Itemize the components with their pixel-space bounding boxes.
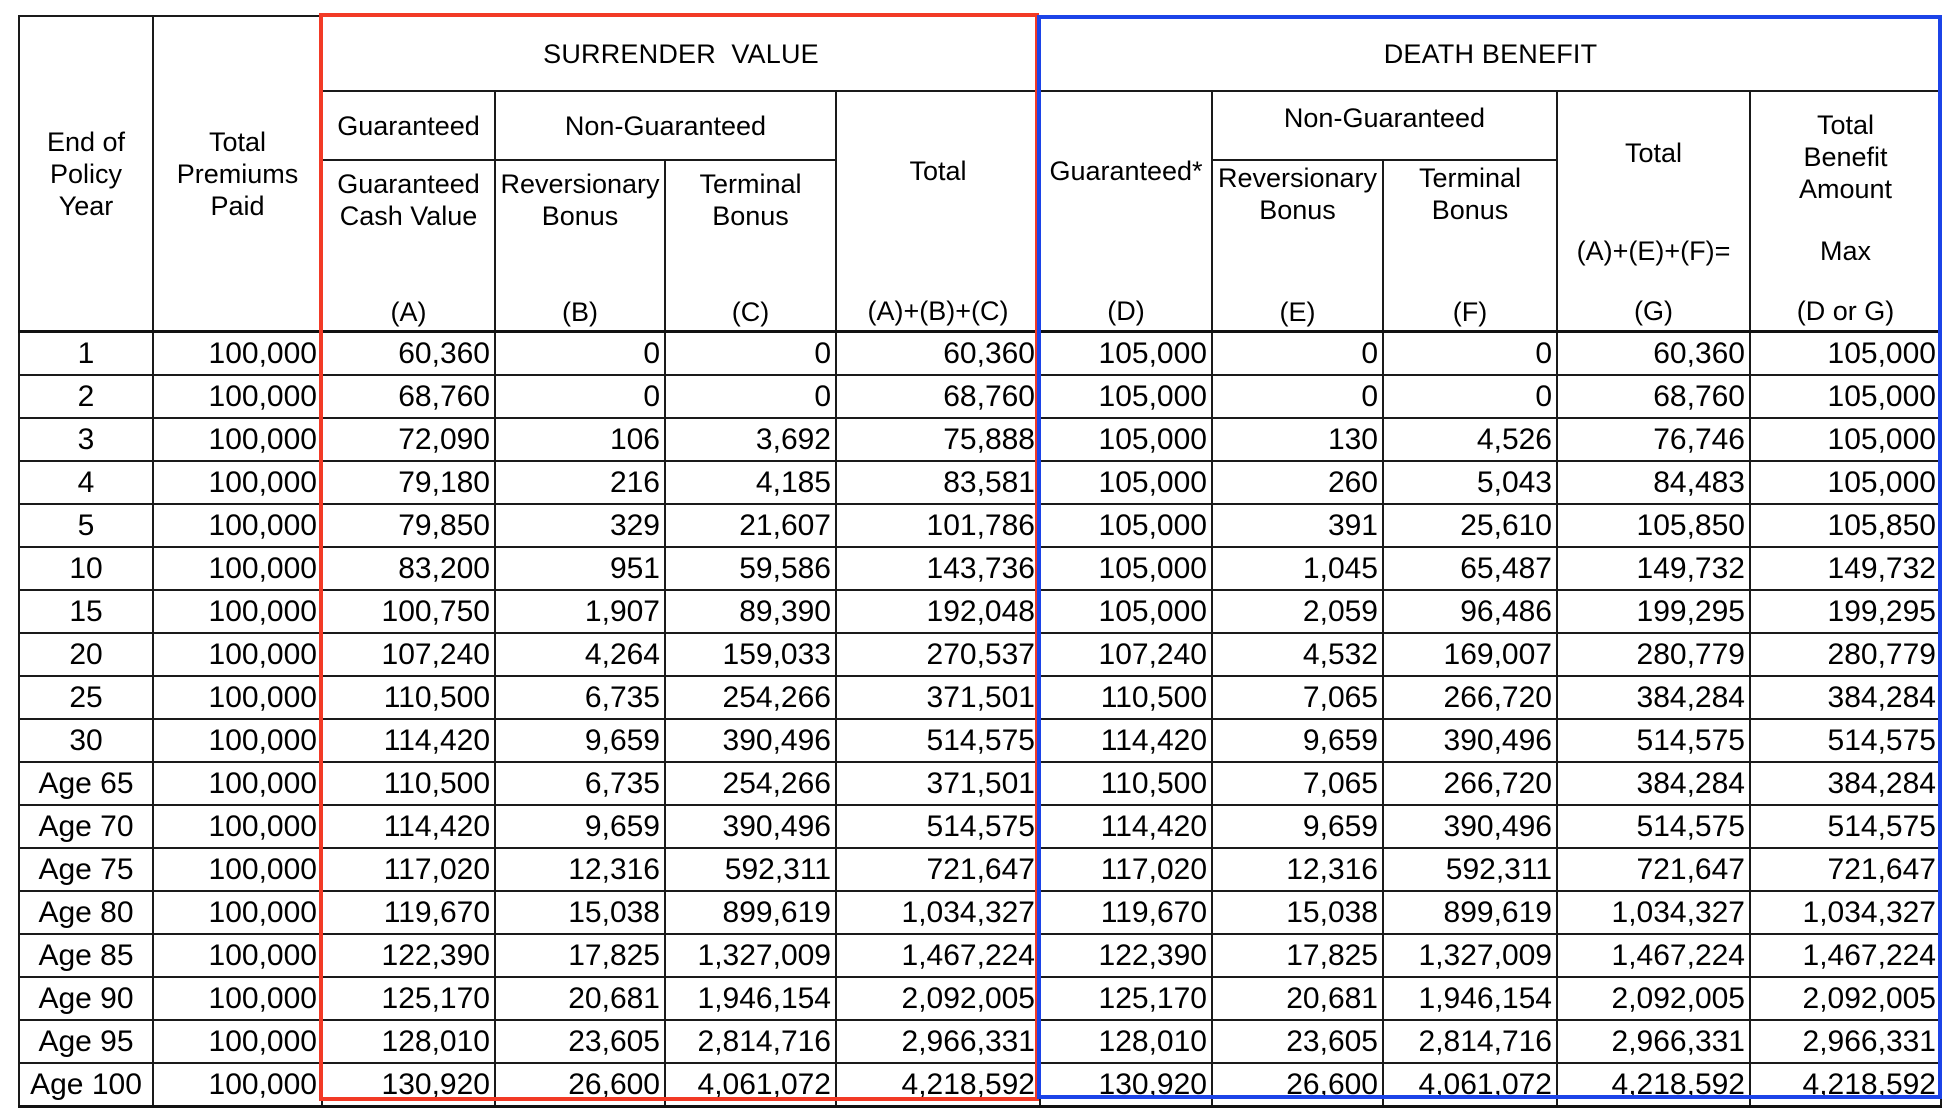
sv-reversionary-bonus-cell: 17,825 <box>495 934 665 977</box>
db-reversionary-bonus-cell: 7,065 <box>1212 676 1383 719</box>
db-reversionary-bonus-cell: 12,316 <box>1212 848 1383 891</box>
guaranteed-cash-value-cell: 79,180 <box>322 461 495 504</box>
header-db-total-label: Total <box>1624 138 1683 168</box>
header-db-rev-bonus-code: (E) <box>1279 296 1316 327</box>
total-premiums-cell: 100,000 <box>153 332 322 376</box>
db-guaranteed-cell: 105,000 <box>1040 547 1212 590</box>
db-guaranteed-cell: 119,670 <box>1040 891 1212 934</box>
sv-reversionary-bonus-cell: 26,600 <box>495 1063 665 1107</box>
total-benefit-amount-cell: 721,647 <box>1750 848 1941 891</box>
sv-reversionary-bonus-cell: 9,659 <box>495 719 665 762</box>
table-row <box>19 332 1941 376</box>
policy-year-cell: 15 <box>19 590 153 633</box>
db-terminal-bonus-cell: 5,043 <box>1383 461 1557 504</box>
db-guaranteed-cell: 128,010 <box>1040 1020 1212 1063</box>
header-sv-gcv <box>322 160 495 332</box>
sv-reversionary-bonus-cell: 106 <box>495 418 665 461</box>
total-premiums-cell: 100,000 <box>153 719 322 762</box>
sv-terminal-bonus-cell: 4,185 <box>665 461 836 504</box>
db-reversionary-bonus-cell: 26,600 <box>1212 1063 1383 1107</box>
db-total-cell: 384,284 <box>1557 762 1750 805</box>
db-total-cell: 149,732 <box>1557 547 1750 590</box>
db-guaranteed-cell: 110,500 <box>1040 676 1212 719</box>
db-total-cell: 199,295 <box>1557 590 1750 633</box>
total-benefit-amount-cell: 514,575 <box>1750 719 1941 762</box>
header-db-rev-bonus-label: Reversionary Bonus <box>1217 162 1378 225</box>
db-reversionary-bonus-cell: 4,532 <box>1212 633 1383 676</box>
sv-reversionary-bonus-cell: 23,605 <box>495 1020 665 1063</box>
table-row <box>19 805 1941 848</box>
total-premiums-cell: 100,000 <box>153 805 322 848</box>
sv-total-cell: 83,581 <box>836 461 1040 504</box>
sv-terminal-bonus-cell: 59,586 <box>665 547 836 590</box>
table-row <box>19 762 1941 805</box>
sv-terminal-bonus-cell: 390,496 <box>665 805 836 848</box>
total-benefit-amount-cell: 105,000 <box>1750 418 1941 461</box>
total-premiums-cell: 100,000 <box>153 461 322 504</box>
db-terminal-bonus-cell: 266,720 <box>1383 762 1557 805</box>
table-row <box>19 633 1941 676</box>
header-sv-rev-bonus-label: Reversionary Bonus <box>500 168 660 231</box>
guaranteed-cash-value-cell: 110,500 <box>322 762 495 805</box>
sv-total-cell: 75,888 <box>836 418 1040 461</box>
sv-reversionary-bonus-cell: 15,038 <box>495 891 665 934</box>
sv-reversionary-bonus-cell: 12,316 <box>495 848 665 891</box>
header-db-total-benefit-label: Total Benefit Amount <box>1798 110 1893 204</box>
sv-terminal-bonus-cell: 390,496 <box>665 719 836 762</box>
db-total-cell: 60,360 <box>1557 332 1750 376</box>
total-premiums-cell: 100,000 <box>153 633 322 676</box>
header-db-guaranteed-code: (D) <box>1107 296 1145 326</box>
header-sv-gcv-label: Guaranteed Cash Value <box>337 168 480 231</box>
header-sv-term-bonus <box>665 160 836 332</box>
table-row <box>19 375 1941 418</box>
db-terminal-bonus-cell: 0 <box>1383 332 1557 376</box>
header-sv-term-bonus-code: (C) <box>731 296 770 327</box>
sv-terminal-bonus-cell: 21,607 <box>665 504 836 547</box>
policy-year-cell: 4 <box>19 461 153 504</box>
guaranteed-cash-value-cell: 119,670 <box>322 891 495 934</box>
guaranteed-cash-value-cell: 79,850 <box>322 504 495 547</box>
db-terminal-bonus-cell: 899,619 <box>1383 891 1557 934</box>
header-db-total-formula: (A)+(E)+(F)= <box>1576 236 1731 266</box>
guaranteed-cash-value-cell: 128,010 <box>322 1020 495 1063</box>
db-total-cell: 721,647 <box>1557 848 1750 891</box>
sv-total-cell: 1,467,224 <box>836 934 1040 977</box>
db-terminal-bonus-cell: 1,946,154 <box>1383 977 1557 1020</box>
guaranteed-cash-value-cell: 72,090 <box>322 418 495 461</box>
header-db-term-bonus <box>1383 160 1557 332</box>
db-total-cell: 68,760 <box>1557 375 1750 418</box>
policy-year-cell: Age 70 <box>19 805 153 848</box>
total-premiums-cell: 100,000 <box>153 547 322 590</box>
sv-total-cell: 60,360 <box>836 332 1040 376</box>
total-benefit-amount-cell: 384,284 <box>1750 676 1941 719</box>
total-benefit-amount-cell: 149,732 <box>1750 547 1941 590</box>
header-db-term-bonus-label: Terminal Bonus <box>1418 162 1522 225</box>
db-terminal-bonus-cell: 169,007 <box>1383 633 1557 676</box>
guaranteed-cash-value-cell: 68,760 <box>322 375 495 418</box>
header-sv-guaranteed: Guaranteed <box>322 91 495 160</box>
db-total-cell: 514,575 <box>1557 719 1750 762</box>
total-benefit-amount-cell: 2,966,331 <box>1750 1020 1941 1063</box>
header-surrender-value: SURRENDER VALUE <box>322 16 1040 91</box>
total-premiums-cell: 100,000 <box>153 418 322 461</box>
sv-terminal-bonus-cell: 254,266 <box>665 676 836 719</box>
table-row <box>19 891 1941 934</box>
db-reversionary-bonus-cell: 0 <box>1212 332 1383 376</box>
total-benefit-amount-cell: 384,284 <box>1750 762 1941 805</box>
sv-terminal-bonus-cell: 0 <box>665 332 836 376</box>
sv-terminal-bonus-cell: 592,311 <box>665 848 836 891</box>
sv-terminal-bonus-cell: 0 <box>665 375 836 418</box>
sv-total-cell: 4,218,592 <box>836 1063 1040 1107</box>
sv-reversionary-bonus-cell: 329 <box>495 504 665 547</box>
sv-terminal-bonus-cell: 1,327,009 <box>665 934 836 977</box>
db-reversionary-bonus-cell: 23,605 <box>1212 1020 1383 1063</box>
table-row <box>19 719 1941 762</box>
sv-total-cell: 192,048 <box>836 590 1040 633</box>
db-reversionary-bonus-cell: 130 <box>1212 418 1383 461</box>
guaranteed-cash-value-cell: 60,360 <box>322 332 495 376</box>
db-guaranteed-cell: 114,420 <box>1040 805 1212 848</box>
header-end-of-policy-year: End of Policy Year <box>19 16 153 332</box>
db-reversionary-bonus-cell: 0 <box>1212 375 1383 418</box>
sv-total-cell: 1,034,327 <box>836 891 1040 934</box>
policy-year-cell: Age 80 <box>19 891 153 934</box>
guaranteed-cash-value-cell: 83,200 <box>322 547 495 590</box>
table-row <box>19 934 1941 977</box>
total-benefit-amount-cell: 105,850 <box>1750 504 1941 547</box>
total-premiums-cell: 100,000 <box>153 891 322 934</box>
db-terminal-bonus-cell: 390,496 <box>1383 719 1557 762</box>
db-reversionary-bonus-cell: 1,045 <box>1212 547 1383 590</box>
header-sv-total-label: Total <box>909 156 967 186</box>
total-benefit-amount-cell: 280,779 <box>1750 633 1941 676</box>
header-db-non-guaranteed: Non-Guaranteed <box>1212 91 1557 160</box>
sv-reversionary-bonus-cell: 216 <box>495 461 665 504</box>
db-terminal-bonus-cell: 266,720 <box>1383 676 1557 719</box>
db-guaranteed-cell: 105,000 <box>1040 461 1212 504</box>
table-row <box>19 547 1941 590</box>
table-row <box>19 504 1941 547</box>
sv-terminal-bonus-cell: 89,390 <box>665 590 836 633</box>
table-row <box>19 848 1941 891</box>
header-sv-total <box>836 91 1040 332</box>
policy-year-cell: Age 65 <box>19 762 153 805</box>
db-guaranteed-cell: 105,000 <box>1040 590 1212 633</box>
total-benefit-amount-cell: 105,000 <box>1750 375 1941 418</box>
policy-year-cell: 2 <box>19 375 153 418</box>
db-total-cell: 2,092,005 <box>1557 977 1750 1020</box>
db-terminal-bonus-cell: 390,496 <box>1383 805 1557 848</box>
header-db-total-benefit-formula: Max <box>1819 236 1871 266</box>
db-guaranteed-cell: 107,240 <box>1040 633 1212 676</box>
total-premiums-cell: 100,000 <box>153 934 322 977</box>
policy-year-cell: 20 <box>19 633 153 676</box>
header-sv-rev-bonus <box>495 160 665 332</box>
db-total-cell: 76,746 <box>1557 418 1750 461</box>
policy-year-cell: 1 <box>19 332 153 376</box>
header-db-total-benefit-code: (D or G) <box>1796 296 1895 326</box>
header-sv-rev-bonus-code: (B) <box>562 296 598 327</box>
db-total-cell: 280,779 <box>1557 633 1750 676</box>
total-premiums-cell: 100,000 <box>153 977 322 1020</box>
db-reversionary-bonus-cell: 9,659 <box>1212 719 1383 762</box>
guaranteed-cash-value-cell: 107,240 <box>322 633 495 676</box>
sv-reversionary-bonus-cell: 4,264 <box>495 633 665 676</box>
sv-reversionary-bonus-cell: 6,735 <box>495 762 665 805</box>
db-total-cell: 105,850 <box>1557 504 1750 547</box>
db-guaranteed-cell: 117,020 <box>1040 848 1212 891</box>
sv-terminal-bonus-cell: 4,061,072 <box>665 1063 836 1107</box>
db-guaranteed-cell: 105,000 <box>1040 332 1212 376</box>
db-terminal-bonus-cell: 4,526 <box>1383 418 1557 461</box>
total-benefit-amount-cell: 199,295 <box>1750 590 1941 633</box>
policy-year-cell: 25 <box>19 676 153 719</box>
db-guaranteed-cell: 105,000 <box>1040 504 1212 547</box>
total-premiums-cell: 100,000 <box>153 1020 322 1063</box>
db-total-cell: 2,966,331 <box>1557 1020 1750 1063</box>
table-row <box>19 590 1941 633</box>
db-terminal-bonus-cell: 96,486 <box>1383 590 1557 633</box>
guaranteed-cash-value-cell: 100,750 <box>322 590 495 633</box>
guaranteed-cash-value-cell: 110,500 <box>322 676 495 719</box>
policy-year-cell: 5 <box>19 504 153 547</box>
db-terminal-bonus-cell: 0 <box>1383 375 1557 418</box>
db-guaranteed-cell: 105,000 <box>1040 418 1212 461</box>
db-terminal-bonus-cell: 2,814,716 <box>1383 1020 1557 1063</box>
total-premiums-cell: 100,000 <box>153 848 322 891</box>
sv-total-cell: 270,537 <box>836 633 1040 676</box>
policy-year-cell: Age 95 <box>19 1020 153 1063</box>
db-terminal-bonus-cell: 65,487 <box>1383 547 1557 590</box>
db-total-cell: 384,284 <box>1557 676 1750 719</box>
db-total-cell: 1,034,327 <box>1557 891 1750 934</box>
db-reversionary-bonus-cell: 391 <box>1212 504 1383 547</box>
header-sv-non-guaranteed: Non-Guaranteed <box>495 91 836 160</box>
sv-terminal-bonus-cell: 1,946,154 <box>665 977 836 1020</box>
header-db-guaranteed <box>1040 91 1212 332</box>
total-premiums-cell: 100,000 <box>153 590 322 633</box>
db-terminal-bonus-cell: 1,327,009 <box>1383 934 1557 977</box>
table-row <box>19 461 1941 504</box>
guaranteed-cash-value-cell: 117,020 <box>322 848 495 891</box>
header-sv-total-code: (A)+(B)+(C) <box>867 296 1009 326</box>
db-reversionary-bonus-cell: 2,059 <box>1212 590 1383 633</box>
db-reversionary-bonus-cell: 20,681 <box>1212 977 1383 1020</box>
db-reversionary-bonus-cell: 15,038 <box>1212 891 1383 934</box>
total-benefit-amount-cell: 4,218,592 <box>1750 1063 1941 1107</box>
sv-reversionary-bonus-cell: 20,681 <box>495 977 665 1020</box>
sv-total-cell: 371,501 <box>836 762 1040 805</box>
header-db-guaranteed-label: Guaranteed* <box>1049 156 1203 186</box>
total-premiums-cell: 100,000 <box>153 375 322 418</box>
table-row <box>19 1063 1941 1107</box>
benefit-illustration-table <box>18 15 1942 1108</box>
sv-total-cell: 2,092,005 <box>836 977 1040 1020</box>
guaranteed-cash-value-cell: 125,170 <box>322 977 495 1020</box>
db-terminal-bonus-cell: 4,061,072 <box>1383 1063 1557 1107</box>
db-guaranteed-cell: 122,390 <box>1040 934 1212 977</box>
db-total-cell: 1,467,224 <box>1557 934 1750 977</box>
sv-total-cell: 68,760 <box>836 375 1040 418</box>
db-reversionary-bonus-cell: 7,065 <box>1212 762 1383 805</box>
total-benefit-amount-cell: 2,092,005 <box>1750 977 1941 1020</box>
sv-reversionary-bonus-cell: 951 <box>495 547 665 590</box>
table-row <box>19 676 1941 719</box>
total-benefit-amount-cell: 105,000 <box>1750 332 1941 376</box>
sv-total-cell: 371,501 <box>836 676 1040 719</box>
sv-reversionary-bonus-cell: 1,907 <box>495 590 665 633</box>
db-guaranteed-cell: 110,500 <box>1040 762 1212 805</box>
header-db-total <box>1557 91 1750 332</box>
sv-total-cell: 143,736 <box>836 547 1040 590</box>
db-reversionary-bonus-cell: 260 <box>1212 461 1383 504</box>
guaranteed-cash-value-cell: 130,920 <box>322 1063 495 1107</box>
db-reversionary-bonus-cell: 17,825 <box>1212 934 1383 977</box>
policy-year-cell: 10 <box>19 547 153 590</box>
sv-terminal-bonus-cell: 3,692 <box>665 418 836 461</box>
guaranteed-cash-value-cell: 114,420 <box>322 805 495 848</box>
total-premiums-cell: 100,000 <box>153 762 322 805</box>
policy-year-cell: Age 100 <box>19 1063 153 1107</box>
db-guaranteed-cell: 114,420 <box>1040 719 1212 762</box>
header-db-total-benefit <box>1750 91 1941 332</box>
sv-total-cell: 721,647 <box>836 848 1040 891</box>
sv-terminal-bonus-cell: 2,814,716 <box>665 1020 836 1063</box>
db-total-cell: 4,218,592 <box>1557 1063 1750 1107</box>
sv-terminal-bonus-cell: 899,619 <box>665 891 836 934</box>
header-db-term-bonus-code: (F) <box>1452 296 1488 327</box>
policy-year-cell: 30 <box>19 719 153 762</box>
db-reversionary-bonus-cell: 9,659 <box>1212 805 1383 848</box>
header-db-rev-bonus <box>1212 160 1383 332</box>
db-total-cell: 514,575 <box>1557 805 1750 848</box>
sv-reversionary-bonus-cell: 0 <box>495 332 665 376</box>
sv-terminal-bonus-cell: 254,266 <box>665 762 836 805</box>
guaranteed-cash-value-cell: 114,420 <box>322 719 495 762</box>
db-terminal-bonus-cell: 592,311 <box>1383 848 1557 891</box>
policy-year-cell: Age 90 <box>19 977 153 1020</box>
header-sv-term-bonus-label: Terminal Bonus <box>699 168 802 231</box>
header-death-benefit: DEATH BENEFIT <box>1040 16 1941 91</box>
total-benefit-amount-cell: 514,575 <box>1750 805 1941 848</box>
header-total-premiums-paid: Total Premiums Paid <box>153 16 322 332</box>
policy-year-cell: 3 <box>19 418 153 461</box>
db-guaranteed-cell: 105,000 <box>1040 375 1212 418</box>
sv-terminal-bonus-cell: 159,033 <box>665 633 836 676</box>
header-db-total-code: (G) <box>1634 296 1673 326</box>
policy-year-cell: Age 75 <box>19 848 153 891</box>
table-row <box>19 977 1941 1020</box>
sv-reversionary-bonus-cell: 9,659 <box>495 805 665 848</box>
total-benefit-amount-cell: 1,034,327 <box>1750 891 1941 934</box>
db-total-cell: 84,483 <box>1557 461 1750 504</box>
guaranteed-cash-value-cell: 122,390 <box>322 934 495 977</box>
db-guaranteed-cell: 130,920 <box>1040 1063 1212 1107</box>
total-benefit-amount-cell: 1,467,224 <box>1750 934 1941 977</box>
table-row <box>19 418 1941 461</box>
total-premiums-cell: 100,000 <box>153 504 322 547</box>
policy-year-cell: Age 85 <box>19 934 153 977</box>
sv-reversionary-bonus-cell: 6,735 <box>495 676 665 719</box>
sv-total-cell: 101,786 <box>836 504 1040 547</box>
sv-total-cell: 514,575 <box>836 719 1040 762</box>
table-row <box>19 1020 1941 1063</box>
db-guaranteed-cell: 125,170 <box>1040 977 1212 1020</box>
total-benefit-amount-cell: 105,000 <box>1750 461 1941 504</box>
total-premiums-cell: 100,000 <box>153 1063 322 1107</box>
sv-total-cell: 514,575 <box>836 805 1040 848</box>
db-terminal-bonus-cell: 25,610 <box>1383 504 1557 547</box>
header-sv-gcv-code: (A) <box>390 296 427 327</box>
sv-total-cell: 2,966,331 <box>836 1020 1040 1063</box>
total-premiums-cell: 100,000 <box>153 676 322 719</box>
sv-reversionary-bonus-cell: 0 <box>495 375 665 418</box>
